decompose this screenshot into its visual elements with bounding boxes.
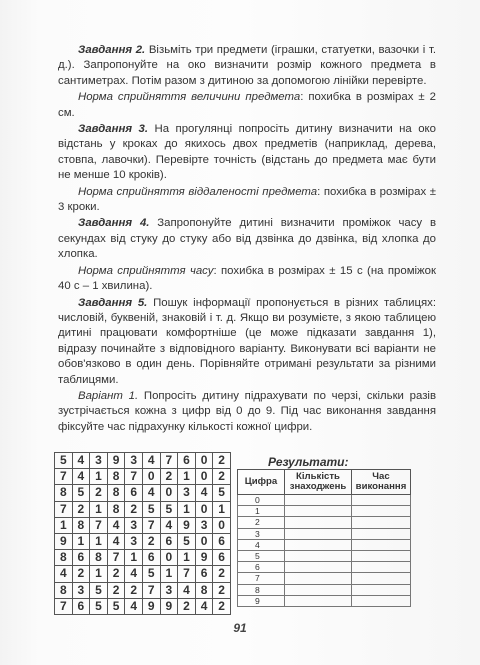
grid-cell: 3 <box>195 517 213 533</box>
grid-cell: 1 <box>90 501 108 517</box>
grid-cell: 6 <box>142 550 160 566</box>
results-row <box>238 539 411 550</box>
grid-cell: 0 <box>160 485 178 501</box>
grid-cell: 1 <box>178 550 196 566</box>
digit-cell: 3 <box>238 528 285 539</box>
results-row <box>238 562 411 573</box>
grid-cell: 2 <box>178 598 196 614</box>
count-cell <box>285 584 352 595</box>
count-cell <box>285 528 352 539</box>
grid-cell: 5 <box>160 501 178 517</box>
grid-row <box>55 501 231 517</box>
grid-cell: 6 <box>213 533 231 549</box>
grid-cell: 7 <box>142 582 160 598</box>
task-text <box>58 43 436 436</box>
variant-1 <box>58 389 436 435</box>
grid-cell: 4 <box>160 517 178 533</box>
grid-cell: 1 <box>90 469 108 485</box>
grid-cell: 2 <box>125 582 143 598</box>
grid-cell: 2 <box>213 582 231 598</box>
grid-cell: 2 <box>213 453 231 469</box>
grid-cell: 4 <box>107 517 125 533</box>
grid-cell: 1 <box>125 550 143 566</box>
task-body: Пошук інформації пропонується в різних таблицях: числовій, буквеній, знаковій і т. д. Якщо ви розумієте, з якою таблицею дитині працювати комфортніше (це може підказати завдання 1), відразу починайте з відповідного варіанту. Виконувати всі варіанти не обов'язково в один день. Порівняйте отримані результати за різними таблицями. <box>58 296 436 386</box>
grid-cell: 7 <box>55 598 73 614</box>
grid-cell: 5 <box>213 485 231 501</box>
grid-cell: 1 <box>178 501 196 517</box>
task-body: На прогулянці попросіть дитину визначити на око відстань у кроках до якихось двох предметів (наприклад, дерева, стовпа, лавочки). Перевірте точність (відстань до предмета має бути не менше 10 кроків). <box>58 123 436 182</box>
grid-cell: 2 <box>213 469 231 485</box>
results-row <box>238 595 411 606</box>
grid-cell: 7 <box>90 517 108 533</box>
norm-time <box>58 264 436 295</box>
time-cell <box>352 506 411 517</box>
grid-cell: 2 <box>107 582 125 598</box>
grid-cell: 4 <box>55 566 73 582</box>
digit-cell: 6 <box>238 562 285 573</box>
grid-cell: 6 <box>72 550 90 566</box>
grid-cell: 8 <box>195 582 213 598</box>
col-count: Кількість знаходжень <box>285 470 352 495</box>
grid-cell: 6 <box>178 453 196 469</box>
grid-cell: 5 <box>90 582 108 598</box>
grid-cell: 0 <box>195 501 213 517</box>
count-cell <box>285 517 352 528</box>
grid-row <box>55 485 231 501</box>
digit-cell: 9 <box>238 595 285 606</box>
grid-row <box>55 566 231 582</box>
task-5 <box>58 296 436 388</box>
grid-cell: 7 <box>142 517 160 533</box>
grid-cell: 1 <box>90 533 108 549</box>
grid-row <box>55 469 231 485</box>
grid-cell: 6 <box>125 485 143 501</box>
grid-cell: 3 <box>125 517 143 533</box>
grid-cell: 0 <box>195 533 213 549</box>
results-row <box>238 506 411 517</box>
results-row <box>238 573 411 584</box>
grid-cell: 5 <box>72 485 90 501</box>
grid-cell: 0 <box>142 469 160 485</box>
grid-cell: 7 <box>107 550 125 566</box>
grid-cell: 4 <box>195 485 213 501</box>
grid-row <box>55 582 231 598</box>
grid-cell: 9 <box>178 517 196 533</box>
grid-cell: 6 <box>213 550 231 566</box>
grid-cell: 5 <box>107 598 125 614</box>
grid-cell: 5 <box>142 501 160 517</box>
norm-body: : похибка в розмірах ± 3 кроки. <box>58 185 436 214</box>
col-time: Час виконання <box>352 470 411 495</box>
grid-cell: 2 <box>125 501 143 517</box>
time-cell <box>352 595 411 606</box>
grid-cell: 8 <box>107 501 125 517</box>
variant-label: Варіант 1. <box>78 389 139 402</box>
digit-cell: 8 <box>238 584 285 595</box>
norm-distance <box>58 185 436 216</box>
task-body: Запропонуйте дитині визначити проміжок часу в секундах від стуку до стуку або від дзвінка до дзвінка, від хлопка до хлопка. <box>58 217 437 261</box>
grid-cell: 1 <box>178 469 196 485</box>
norm-label: Норма сприйняття віддаленості предмета <box>78 185 318 198</box>
results-table <box>237 469 411 607</box>
grid-cell: 0 <box>213 517 231 533</box>
grid-cell: 0 <box>195 469 213 485</box>
count-cell <box>285 562 352 573</box>
grid-cell: 2 <box>142 533 160 549</box>
grid-cell: 9 <box>107 453 125 469</box>
grid-cell: 4 <box>72 469 90 485</box>
grid-cell: 5 <box>90 598 108 614</box>
grid-cell: 8 <box>107 469 125 485</box>
count-cell <box>285 506 352 517</box>
grid-row <box>55 598 231 614</box>
digit-cell: 5 <box>238 550 285 561</box>
grid-cell: 0 <box>195 453 213 469</box>
grid-cell: 2 <box>107 566 125 582</box>
grid-cell: 4 <box>142 485 160 501</box>
task-label: Завдання 4. <box>78 217 150 230</box>
grid-cell: 8 <box>107 485 125 501</box>
time-cell <box>352 528 411 539</box>
results-row <box>238 528 411 539</box>
grid-cell: 8 <box>72 517 90 533</box>
grid-row <box>55 533 231 549</box>
grid-cell: 4 <box>107 533 125 549</box>
grid-cell: 2 <box>90 485 108 501</box>
task-label: Завдання 2. <box>78 44 146 56</box>
results-row <box>238 584 411 595</box>
digit-grid <box>54 452 231 615</box>
grid-cell: 9 <box>55 533 73 549</box>
variant-body: Попросіть дитину підрахувати по черзі, скільки разів зустрічається кожна з цифр від 0 до 9. Під час виконання завдання фіксуйте час підрахунку кількості кожної цифри. <box>58 389 436 433</box>
count-cell <box>285 573 352 584</box>
task-label: Завдання 3. <box>78 123 149 136</box>
task-3 <box>58 122 436 184</box>
grid-cell: 1 <box>90 566 108 582</box>
count-cell <box>285 550 352 561</box>
time-cell <box>352 517 411 528</box>
grid-cell: 4 <box>195 598 213 614</box>
grid-cell: 3 <box>125 453 143 469</box>
task-label: Завдання 5. <box>78 296 148 309</box>
page-number: 91 <box>233 621 247 635</box>
count-cell <box>285 495 352 506</box>
task-4 <box>58 216 436 262</box>
grid-cell: 4 <box>125 598 143 614</box>
grid-cell: 3 <box>90 453 108 469</box>
grid-cell: 9 <box>160 598 178 614</box>
grid-cell: 1 <box>55 517 73 533</box>
grid-cell: 1 <box>72 533 90 549</box>
grid-cell: 3 <box>178 485 196 501</box>
grid-cell: 8 <box>55 582 73 598</box>
grid-row <box>55 453 231 469</box>
grid-cell: 6 <box>195 566 213 582</box>
norm-body: : похибка в розмірах ± 15 с (на проміжок 40 с – 1 хвилина). <box>58 264 436 293</box>
digit-cell: 7 <box>238 573 285 584</box>
norm-label: Норма сприйняття часу <box>78 264 214 277</box>
time-cell <box>352 495 411 506</box>
time-cell <box>352 573 411 584</box>
grid-cell: 9 <box>142 598 160 614</box>
norm-body: : похибка в розмірах ± 2 см. <box>58 91 436 119</box>
grid-row <box>55 550 231 566</box>
digit-cell: 0 <box>238 495 285 506</box>
grid-cell: 6 <box>72 598 90 614</box>
time-cell <box>352 562 411 573</box>
grid-cell: 3 <box>125 533 143 549</box>
grid-cell: 4 <box>72 453 90 469</box>
time-cell <box>352 550 411 561</box>
digit-cell: 2 <box>238 517 285 528</box>
grid-cell: 2 <box>72 501 90 517</box>
grid-cell: 7 <box>55 501 73 517</box>
grid-cell: 4 <box>142 453 160 469</box>
grid-cell: 2 <box>213 598 231 614</box>
grid-cell: 5 <box>55 453 73 469</box>
col-digit: Цифра <box>238 470 285 495</box>
grid-cell: 5 <box>142 566 160 582</box>
grid-cell: 2 <box>72 566 90 582</box>
grid-cell: 7 <box>55 469 73 485</box>
grid-cell: 8 <box>90 550 108 566</box>
results-row <box>238 517 411 528</box>
norm-label: Норма сприйняття величини предмета <box>78 91 301 104</box>
results-title: Результати: <box>268 455 349 469</box>
task-2 <box>58 43 436 89</box>
time-cell <box>352 584 411 595</box>
results-row <box>238 550 411 561</box>
digit-cell: 4 <box>238 539 285 550</box>
grid-cell: 9 <box>195 550 213 566</box>
grid-cell: 4 <box>178 582 196 598</box>
count-cell <box>285 595 352 606</box>
time-cell <box>352 539 411 550</box>
grid-cell: 0 <box>160 550 178 566</box>
grid-cell: 6 <box>160 533 178 549</box>
grid-cell: 8 <box>55 485 73 501</box>
grid-cell: 3 <box>160 582 178 598</box>
results-row <box>238 495 411 506</box>
task-body: Візьміть три предмети (іграшки, статуетки, вазочки і т. д.). Запропонуйте на око визначити розмір кожного предмета в сантиметрах. Потім разом з дитиною за допомогою лінійки перевірте. <box>58 44 436 87</box>
grid-cell: 7 <box>178 566 196 582</box>
digit-cell: 1 <box>238 506 285 517</box>
grid-cell: 2 <box>213 566 231 582</box>
count-cell <box>285 539 352 550</box>
grid-cell: 8 <box>55 550 73 566</box>
grid-cell: 7 <box>160 453 178 469</box>
grid-cell: 3 <box>72 582 90 598</box>
grid-cell: 4 <box>125 566 143 582</box>
grid-cell: 7 <box>125 469 143 485</box>
grid-cell: 1 <box>160 566 178 582</box>
grid-cell: 2 <box>160 469 178 485</box>
grid-cell: 5 <box>178 533 196 549</box>
norm-size <box>58 90 436 121</box>
grid-row <box>55 517 231 533</box>
grid-cell: 1 <box>213 501 231 517</box>
